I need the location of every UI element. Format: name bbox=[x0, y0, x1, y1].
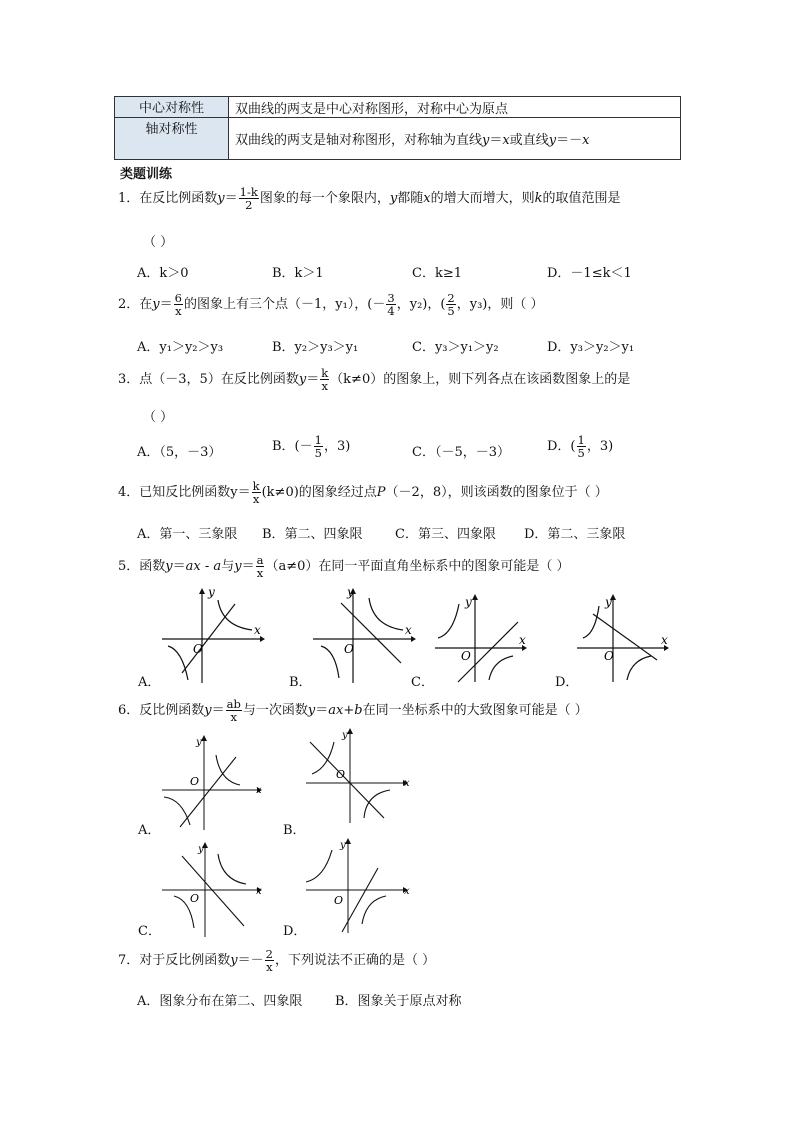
origin-label: O bbox=[190, 775, 200, 788]
graph-5b bbox=[311, 585, 416, 683]
option-c: C．（－5，－3） bbox=[412, 445, 510, 460]
option-c: C．k≥1 bbox=[412, 266, 462, 281]
axis-label-x: x bbox=[519, 633, 526, 647]
axis-label-x: x bbox=[404, 778, 410, 789]
origin-label: O bbox=[461, 649, 471, 663]
properties-table bbox=[114, 96, 681, 160]
graph-6c bbox=[160, 842, 265, 937]
table-row bbox=[115, 118, 681, 160]
graph-6a bbox=[160, 735, 265, 830]
question-7: 7．对于反比例函数y＝－ $\frac{2}{x}$ ，下列说法不正确的是（ ） bbox=[118, 947, 436, 974]
graph-6b bbox=[304, 728, 414, 823]
answer-paren: （ ） bbox=[143, 410, 174, 425]
option-d: D． bbox=[555, 675, 579, 690]
option-c: C． bbox=[411, 675, 434, 690]
question-6: 6．反比例函数y＝ $\frac{ab}{x}$ 与一次函数y＝ax+b在同一坐标系中的大致图象可能是（ ） bbox=[118, 697, 588, 724]
axis-label-x: x bbox=[254, 623, 261, 637]
option-b: B． bbox=[289, 675, 312, 690]
graph-5a bbox=[160, 585, 265, 683]
option-a: A．第一、三象限 bbox=[137, 527, 238, 542]
origin-label: O bbox=[604, 649, 614, 663]
option-c: C．第三、四象限 bbox=[395, 527, 496, 542]
origin-label: O bbox=[334, 894, 344, 907]
axis-label-y: y bbox=[347, 585, 354, 599]
answer-paren: （ ） bbox=[143, 235, 174, 250]
section-title: 类题训练 bbox=[120, 167, 173, 182]
graph-6d bbox=[304, 838, 414, 933]
axis-label-x: x bbox=[256, 886, 262, 897]
axis-label-x: x bbox=[256, 785, 262, 796]
option-c: C． bbox=[138, 924, 161, 939]
table-value: 双曲线的两支是轴对称图形，对称轴为直线y＝x或直线y＝－x bbox=[229, 118, 681, 160]
option-c: C．y₃＞y₁＞y₂ bbox=[412, 340, 499, 355]
option-a: A． bbox=[138, 675, 161, 690]
origin-label: O bbox=[344, 642, 354, 656]
axis-label-y: y bbox=[208, 585, 215, 599]
axis-label-y: y bbox=[465, 595, 472, 609]
option-b: B．第二、四象限 bbox=[262, 527, 363, 542]
origin-label: O bbox=[190, 892, 200, 905]
option-a: A． bbox=[138, 823, 161, 838]
option-d: D．( $\frac{1}{5}$ ，3) bbox=[547, 433, 614, 460]
option-b: B．图象关于原点对称 bbox=[335, 994, 462, 1009]
origin-label: O bbox=[193, 642, 203, 656]
axis-label-y: y bbox=[605, 595, 612, 609]
graph-5c bbox=[433, 594, 528, 682]
table-row bbox=[115, 97, 681, 118]
table-value: 双曲线的两支是中心对称图形，对称中心为原点 bbox=[229, 97, 681, 118]
axis-label-y: y bbox=[342, 730, 348, 741]
option-d: D． bbox=[283, 924, 307, 939]
axis-label-x: x bbox=[661, 633, 668, 647]
origin-label: O bbox=[336, 768, 346, 781]
axis-label-x: x bbox=[405, 623, 412, 637]
question-4: 4．已知反比例函数y＝ $\frac{k}{x}$ (k≠0)的图象经过点P（－2，8），则该函数的图象位于（ ） bbox=[118, 479, 608, 506]
axis-label-y: y bbox=[196, 737, 202, 748]
option-b: B．y₂＞y₃＞y₁ bbox=[272, 340, 359, 355]
option-a: A．y₁＞y₂＞y₃ bbox=[137, 340, 224, 355]
axis-label-x: x bbox=[404, 886, 410, 897]
question-2: 2．在y＝ $\frac{6}{x}$ 的图象上有三个点（－1，y₁），(－ $\frac{3}{4}$ ，y₂)，( $\frac{2}{5}$ ，y₃)，则（ ） bbox=[118, 291, 544, 318]
option-a: A．（5，－3） bbox=[137, 445, 222, 460]
question-1: 1．在反比例函数y＝ $\frac{1-k}{2}$ 图象的每一个象限内，y都随x的增大而增大，则k的取值范围是 bbox=[118, 185, 621, 212]
option-b: B． bbox=[283, 823, 306, 838]
option-d: D．y₃＞y₂＞y₁ bbox=[547, 340, 635, 355]
option-a: A．图象分布在第二、四象限 bbox=[137, 994, 303, 1009]
axis-label-y: y bbox=[198, 844, 204, 855]
option-d: D．第二、三象限 bbox=[524, 527, 626, 542]
question-3: 3．点（－3，5）在反比例函数y＝ $\frac{k}{x}$ （k≠0）的图象上，则下列各点在该函数图象上的是 bbox=[118, 366, 631, 393]
option-b: B．(－ $\frac{1}{5}$ ，3) bbox=[272, 433, 351, 460]
axis-label-y: y bbox=[340, 840, 346, 851]
question-5: 5．函数y＝ax - a与y＝ $\frac{a}{x}$ （a≠0）在同一平面直角坐标系中的图象可能是（ ） bbox=[118, 553, 570, 580]
table-key: 轴对称性 bbox=[115, 118, 229, 160]
table-key: 中心对称性 bbox=[115, 97, 229, 118]
graph-5d bbox=[575, 594, 670, 682]
option-a: A．k＞0 bbox=[137, 266, 189, 281]
option-b: B．k＞1 bbox=[272, 266, 324, 281]
option-d: D．－1≤k＜1 bbox=[547, 266, 632, 281]
